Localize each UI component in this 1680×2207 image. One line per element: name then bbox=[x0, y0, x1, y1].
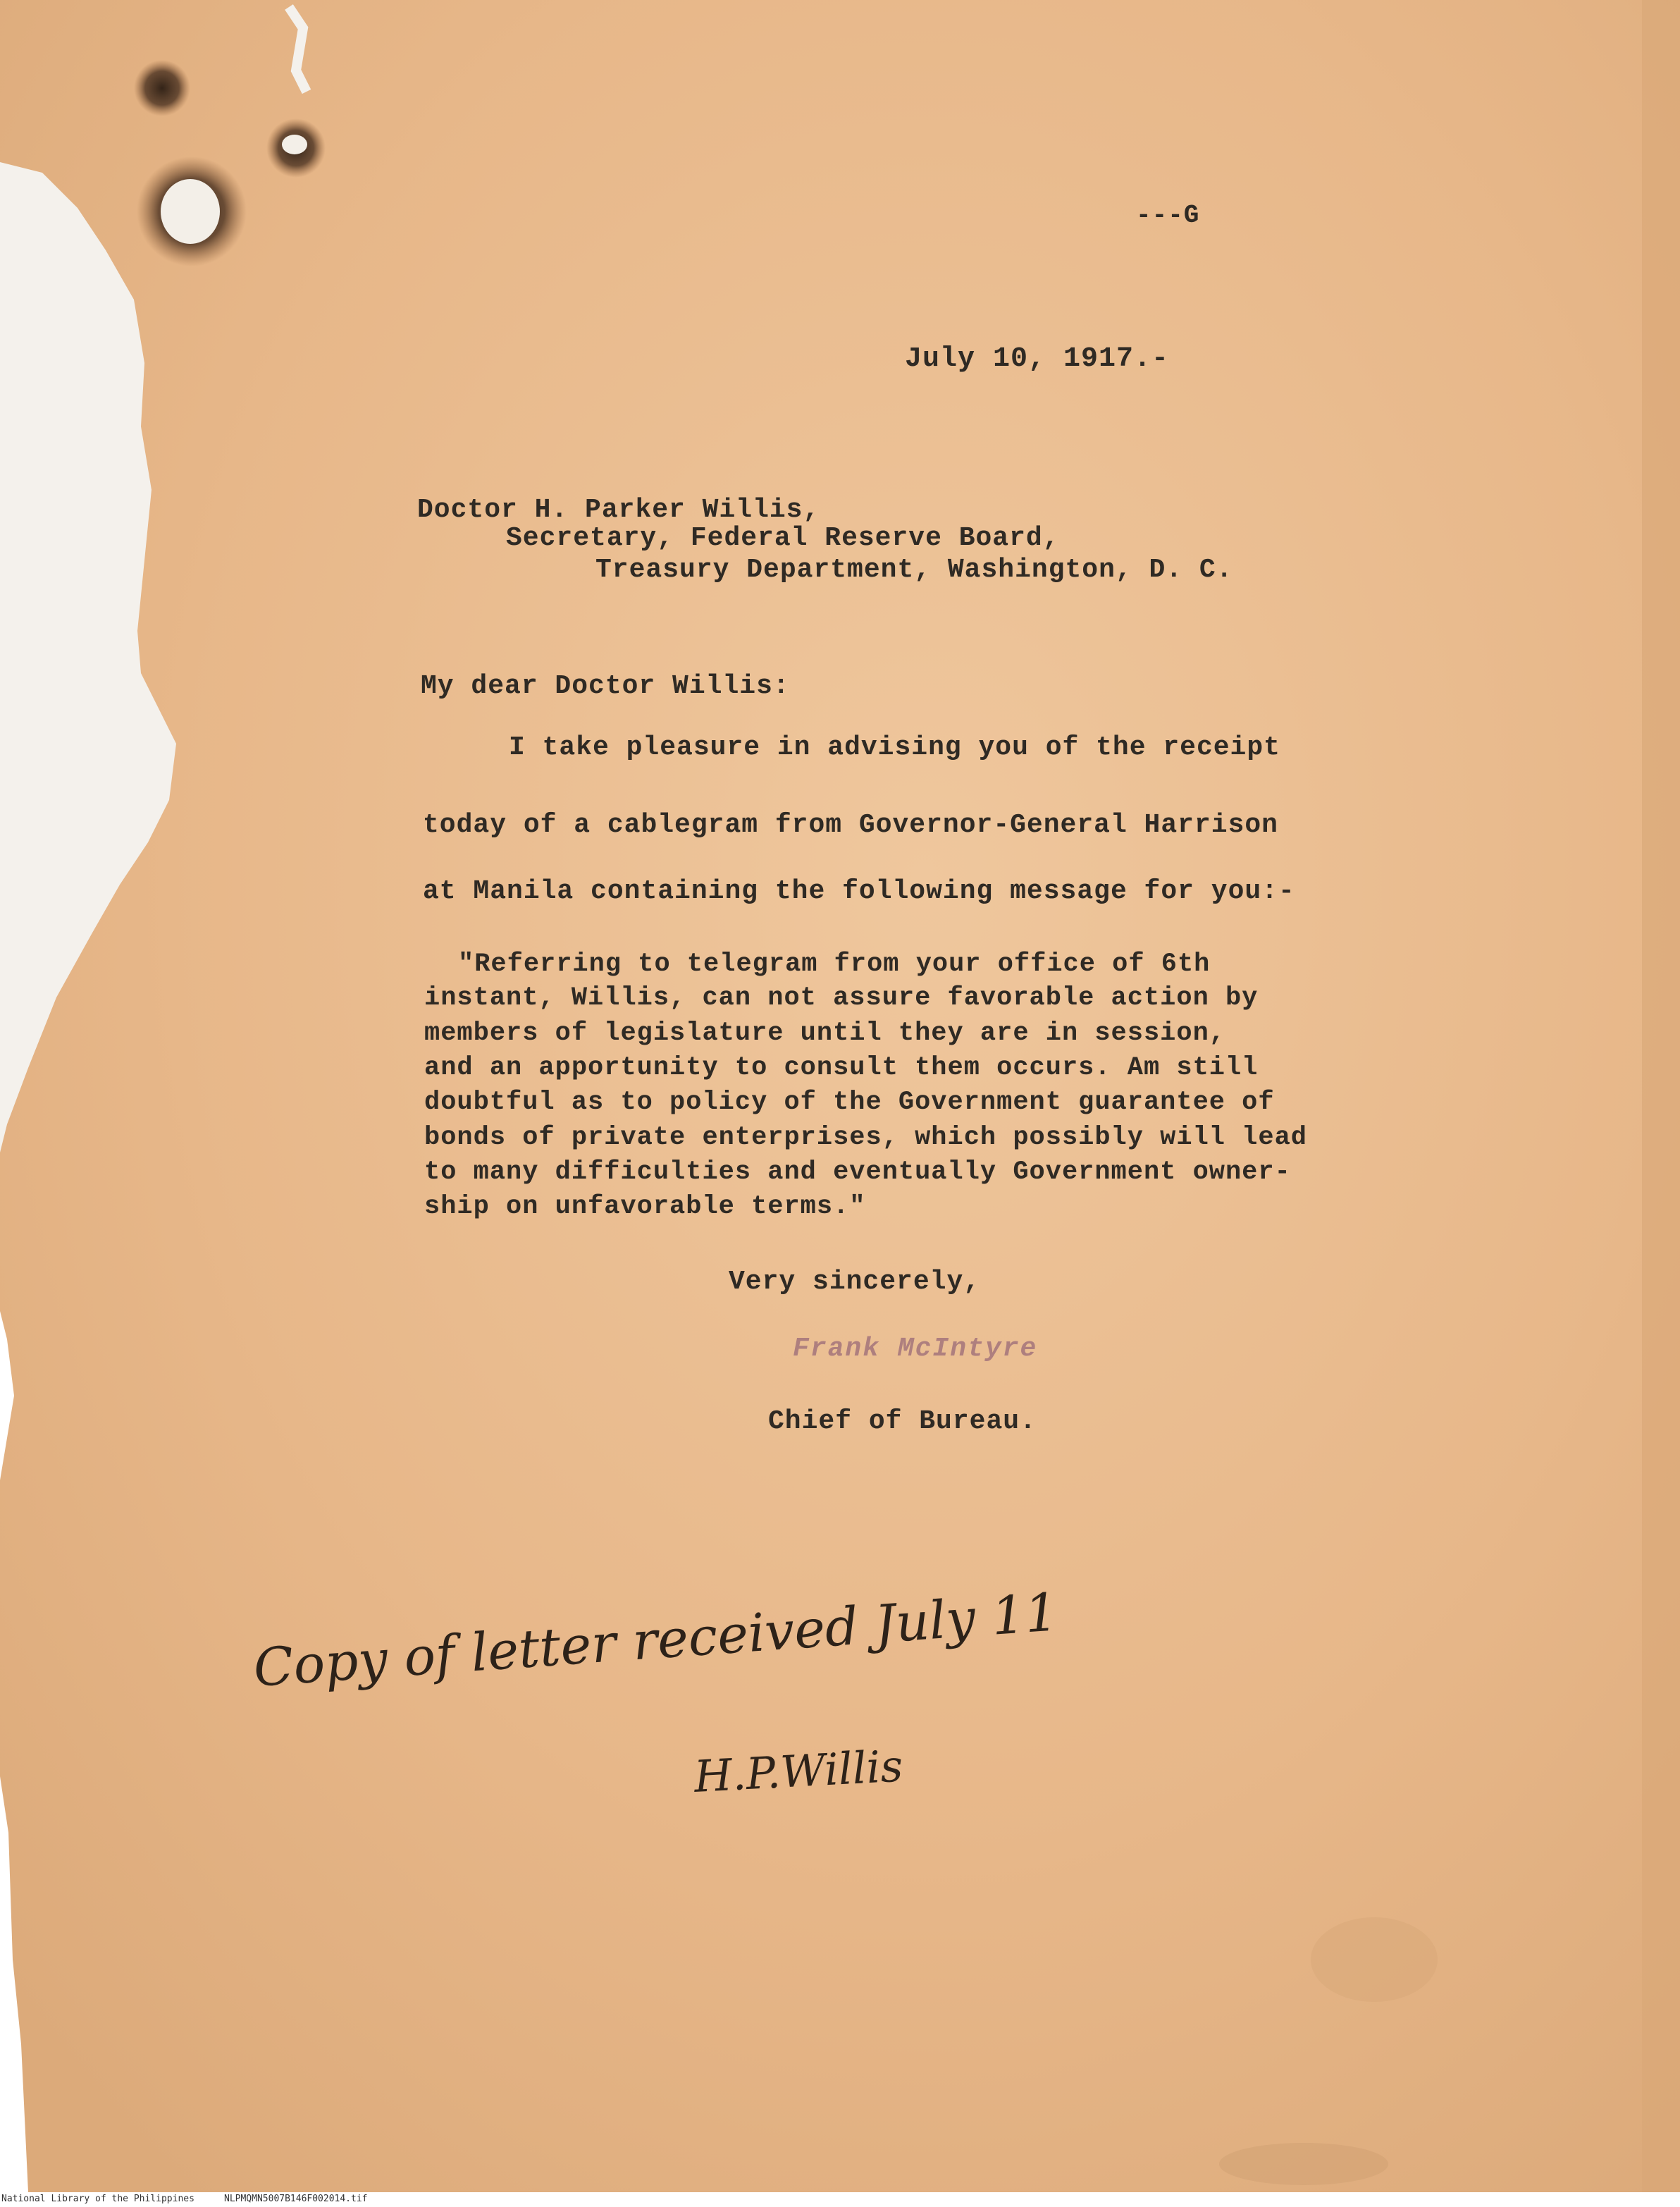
body-line-2: today of a cablegram from Governor-General Harrison bbox=[423, 810, 1278, 840]
recipient-address: Treasury Department, Washington, D. C. bbox=[595, 555, 1233, 585]
stain bbox=[1219, 2143, 1388, 2185]
body-line-1: I take pleasure in advising you of the receipt bbox=[509, 732, 1280, 763]
stain bbox=[1311, 1917, 1438, 2002]
quote-line-7: to many difficulties and eventually Government owner- bbox=[424, 1157, 1291, 1187]
body-line-3: at Manila containing the following message for you:- bbox=[423, 876, 1295, 906]
salutation: My dear Doctor Willis: bbox=[421, 671, 790, 701]
right-edge-shade bbox=[1642, 0, 1680, 2192]
burn-mark bbox=[134, 60, 190, 116]
signer-title: Chief of Bureau. bbox=[768, 1406, 1037, 1437]
handwritten-initials: H.P.Willis bbox=[693, 1740, 904, 1802]
quote-line-1: "Referring to telegram from your office of 6th bbox=[458, 949, 1211, 979]
recipient-name: Doctor H. Parker Willis, bbox=[417, 495, 820, 525]
stamped-signature: Frank McIntyre bbox=[793, 1334, 1038, 1364]
recipient-title: Secretary, Federal Reserve Board, bbox=[506, 523, 1060, 553]
closing: Very sincerely, bbox=[729, 1267, 981, 1297]
quote-line-5: doubtful as to policy of the Government guarantee of bbox=[424, 1088, 1275, 1117]
quote-line-8: ship on unfavorable terms." bbox=[424, 1192, 866, 1222]
burn-hole bbox=[282, 135, 307, 154]
quote-line-2: instant, Willis, can not assure favorable action by bbox=[424, 983, 1259, 1013]
quote-line-3: members of legislature until they are in session, bbox=[424, 1019, 1225, 1048]
footer-filename: NLPMQMN5007B146F002014.tif bbox=[224, 2194, 368, 2204]
file-mark: ---G bbox=[1136, 201, 1200, 230]
footer-archive: National Library of the Philippines bbox=[1, 2194, 194, 2204]
handwritten-note: Copy of letter received July 11 bbox=[252, 1582, 1061, 1699]
burn-hole bbox=[161, 179, 220, 244]
letter-date: July 10, 1917.- bbox=[905, 343, 1170, 375]
quote-line-6: bonds of private enterprises, which possibly will lead bbox=[424, 1123, 1307, 1152]
quote-line-4: and an apportunity to consult them occurs. Am still bbox=[424, 1053, 1259, 1083]
